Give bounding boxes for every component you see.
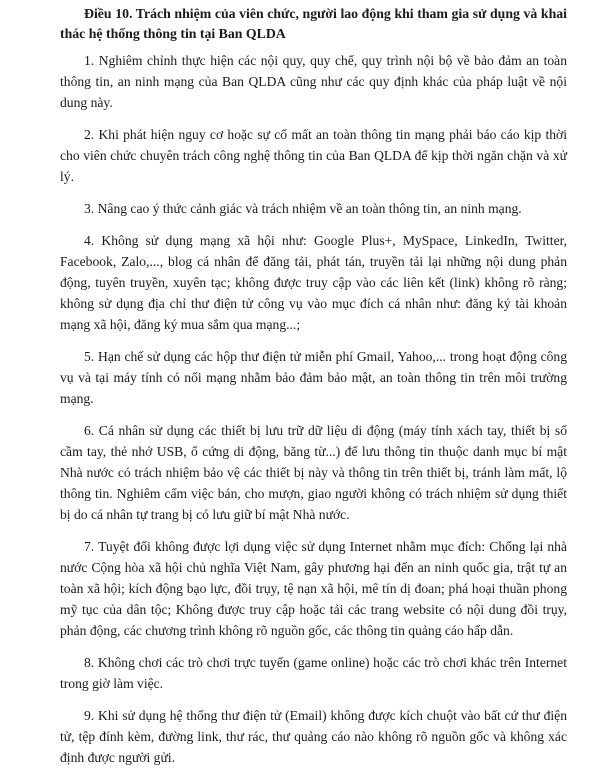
paragraph-3: 3. Nâng cao ý thức cảnh giác và trách nhiệm về an toàn thông tin, an ninh mạng. [84, 201, 522, 216]
paragraph-1: 1. Nghiêm chỉnh thực hiện các nội quy, quy chế, quy trình nội bộ về bảo đảm an toàn thông tin, an ninh mạng của Ban QLDA cũng như các quy định khác của pháp luật về nội dung này. [60, 53, 567, 110]
paragraph-9: 9. Khi sử dụng hệ thống thư điện tử (Email) không được kích chuột vào bất cứ thư điện tử, tệp đính kèm, đường link, thư rác, thư quảng cáo nào không rõ nguồn gốc và không xác định được người gửi. [60, 708, 567, 765]
paragraph-4: 4. Không sử dụng mạng xã hội như: Google Plus+, MySpace, LinkedIn, Twitter, Facebook, Zalo,..., blog cá nhân để đăng tải, phát tán, truyền tải lại những nội dung phản động, tuyên truyền, xuyên tạc; không được truy cập vào các liên kết (link) không rõ ràng; không sử dụng địa chỉ thư điện tử công vụ vào mục đích cá nhân như: đăng ký tài khoản mạng xã hội, đăng ký mua sắm qua mạng...; [60, 233, 567, 332]
article-title: Điều 10. Trách nhiệm của viên chức, người lao động khi tham gia sử dụng và khai thác hệ thống thông tin tại Ban QLDA [60, 6, 567, 41]
paragraph-8: 8. Không chơi các trò chơi trực tuyến (game online) hoặc các trò chơi khác trên Internet trong giờ làm việc. [60, 655, 567, 691]
paragraph-2: 2. Khi phát hiện nguy cơ hoặc sự cố mất an toàn thông tin mạng phải báo cáo kịp thời cho viên chức chuyên trách công nghệ thông tin của Ban QLDA để kịp thời ngăn chặn và xử lý. [60, 127, 567, 184]
paragraph-5: 5. Hạn chế sử dụng các hộp thư điện tử miễn phí Gmail, Yahoo,... trong hoạt động công vụ và tại máy tính có nối mạng nhằm bảo đảm bảo mật, an toàn thông tin trên môi trường mạng. [60, 349, 567, 406]
paragraph-6: 6. Cá nhân sử dụng các thiết bị lưu trữ dữ liệu di động (máy tính xách tay, thiết bị số cầm tay, thẻ nhớ USB, ổ cứng di động, băng từ...) để lưu thông tin thuộc danh mục bí mật Nhà nước có trách nhiệm bảo vệ các thiết bị này và thông tin trên thiết bị, tránh làm mất, lộ thông tin. Nghiêm cấm việc bán, cho mượn, giao người không có trách nhiệm sử dụng thiết bị do cá nhân tự trang bị có lưu giữ bí mật Nhà nước. [60, 423, 567, 522]
paragraph-7: 7. Tuyệt đối không được lợi dụng việc sử dụng Internet nhằm mục đích: Chống lại nhà nước Cộng hòa xã hội chủ nghĩa Việt Nam, gây phương hại đến an ninh quốc gia, trật tự an toàn xã hội; kích động bạo lực, đồi trụy, tệ nạn xã hội, mê tín dị đoan; phá hoại thuần phong mỹ tục của dân tộc; Không được truy cập hoặc tải các trang website có nội dung đồi trụy, phản động, các chương trình không rõ nguồn gốc, các thông tin quảng cáo hấp dẫn. [60, 539, 567, 638]
